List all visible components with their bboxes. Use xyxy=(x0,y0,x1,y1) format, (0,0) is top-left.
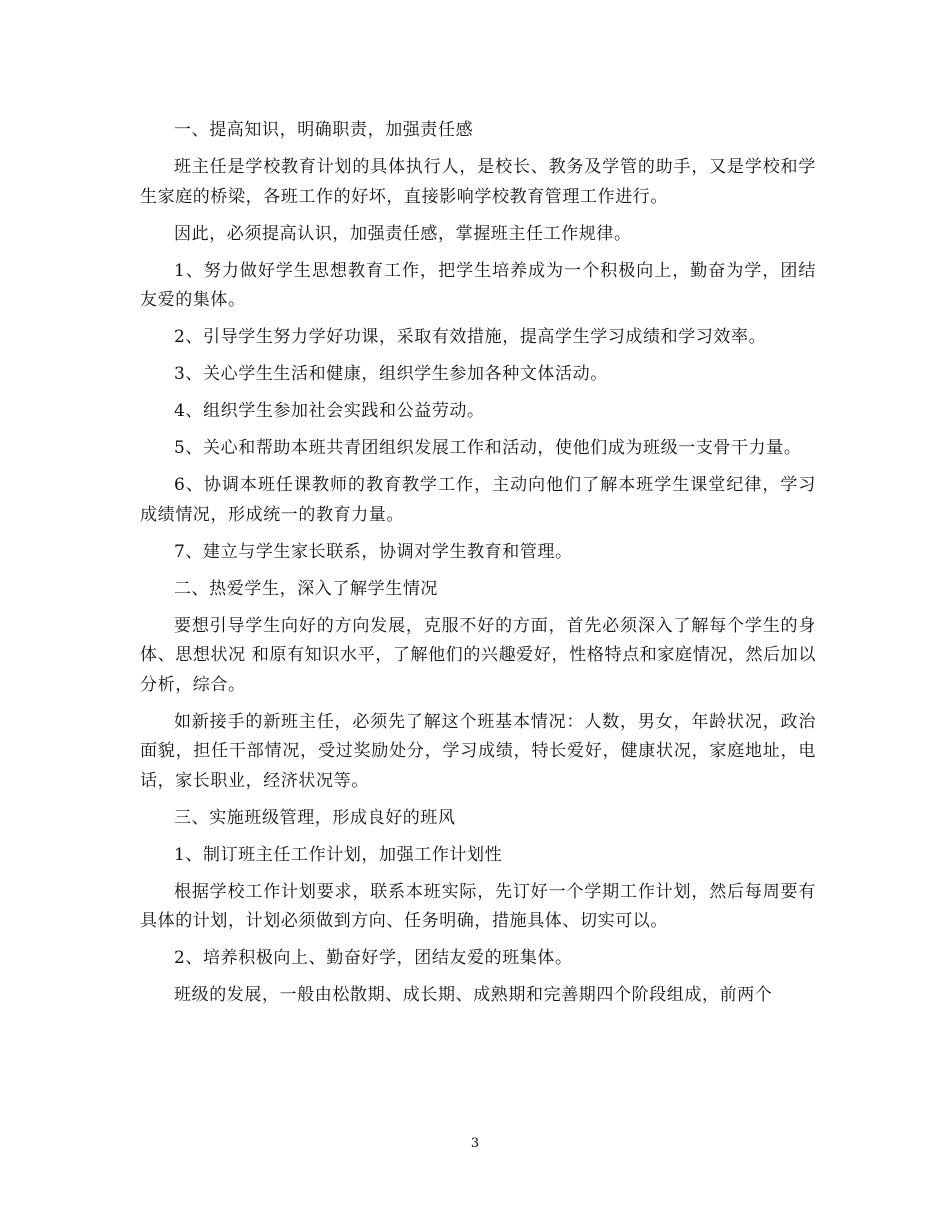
subheading-collective: 2、培养积极向上、勤奋好学，团结友爱的班集体。 xyxy=(174,948,573,968)
subheading-plan: 1、制订班主任工作计划，加强工作计划性 xyxy=(174,844,503,865)
paragraph-intro: 班主任是学校教育计划的具体执行人，是校长、教务及学管的助手，又是学校和学生家庭的桥梁，各班工作的好坏，直接影响学校教育管理工作进行。 xyxy=(140,157,816,207)
paragraph-understand-students: 要想引导学生向好的方向发展，克服不好的方面，首先必须深入了解每个学生的身体、思想状况 和原有知识水平，了解他们的兴趣爱好，性格特点和家庭情况，然后加以分析，综合。 xyxy=(140,615,816,695)
list-item-2: 2、引导学生努力学好功课，采取有效措施，提高学生学习成绩和学习效率。 xyxy=(174,327,767,347)
page-number: 3 xyxy=(470,1136,480,1151)
list-item-6: 6、协调本班任课教师的教育教学工作，主动向他们了解本班学生课堂纪律，学习成绩情况，形成统一的教育力量。 xyxy=(140,475,816,525)
document-body xyxy=(140,116,816,1018)
section-heading-1: 一、提高知识，明确职责，加强责任感 xyxy=(174,120,474,140)
paragraph-development: 班级的发展，一般由松散期、成长期、成熟期和完善期四个阶段组成，前两个 xyxy=(174,985,773,1005)
paragraph-therefore: 因此，必须提高认识，加强责任感，掌握班主任工作规律。 xyxy=(174,223,632,244)
list-item-7: 7、建立与学生家长联系，协调对学生教育和管理。 xyxy=(174,541,573,562)
section-heading-2: 二、热爱学生，深入了解学生情况 xyxy=(174,578,438,599)
list-item-3: 3、关心学生生活和健康，组织学生参加各种文体活动。 xyxy=(174,364,608,384)
list-item-5: 5、关心和帮助本班共青团组织发展工作和活动，使他们成为班级一支骨干力量。 xyxy=(174,438,802,458)
section-heading-3: 三、实施班级管理，形成良好的班风 xyxy=(174,807,456,828)
list-item-4: 4、组织学生参加社会实践和公益劳动。 xyxy=(174,401,485,421)
paragraph-plan: 根据学校工作计划要求，联系本班实际，先订好一个学期工作计划，然后每周要有具体的计划，计划必须做到方向、任务明确，措施具体、切实可以。 xyxy=(140,881,816,931)
list-item-1: 1、努力做好学生思想教育工作，把学生培养成为一个积极向上，勤奋为学，团结友爱的集体。 xyxy=(140,260,816,310)
paragraph-new-class: 如新接手的新班主任，必须先了解这个班基本情况：人数，男女，年龄状况，政治面貌，担任干部情况，受过奖励处分，学习成绩，特长爱好，健康状况，家庭地址，电话，家长职业，经济状况等。 xyxy=(140,711,816,791)
